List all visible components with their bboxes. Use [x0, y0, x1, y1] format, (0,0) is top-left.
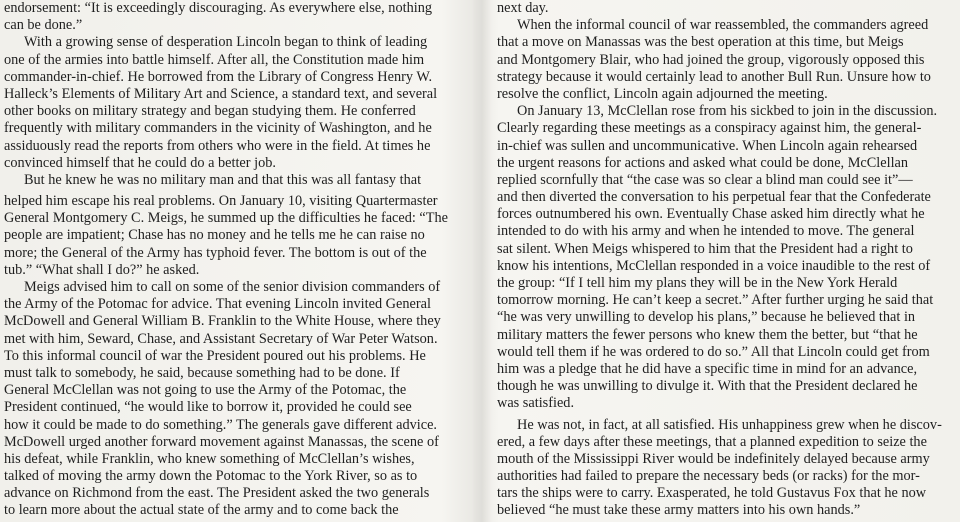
text-line: “he was very unwilling to develop his plans,” because he believed that in — [497, 309, 916, 326]
text-line: him was a pledge that he did have a specific time in mind for an advance, — [497, 360, 918, 377]
text-line: strategy because it would certainly lead to another Bull Run. Unsure how to — [497, 68, 931, 85]
text-line: and Montgomery Blair, who had joined the group, vigorously opposed this — [497, 51, 925, 68]
text-line: military matters the fewer persons who knew them the better, but “that he — [497, 326, 918, 343]
left-text-column — [4, 0, 466, 520]
text-line: endorsement: “It is exceedingly discouraging. As everywhere else, nothing — [4, 0, 432, 16]
text-line: can be done.” — [4, 17, 83, 34]
text-line: helped him escape his real problems. On January 10, visiting Quartermaster — [4, 193, 438, 210]
text-line: General McClellan was not going to use the Army of the Potomac, the — [4, 382, 407, 399]
text-line: President continued, “he would like to borrow it, provided he could see — [4, 399, 412, 416]
text-line: convinced himself that he could do a better job. — [4, 154, 276, 171]
text-line: replied scornfully that “the case was so clear a blind man could see it”— — [497, 171, 913, 188]
text-line: people are impatient; Chase has no money and he tells me he can raise no — [4, 227, 425, 244]
text-line: To this informal council of war the President poured out his problems. He — [4, 347, 426, 364]
text-line: forces outnumbered his own. Eventually Chase asked him directly what he — [497, 206, 925, 223]
text-line: intended to do with his army and when he intended to move. The general — [497, 223, 915, 240]
text-line: that a move on Manassas was the best operation at this time, but Meigs — [497, 34, 904, 51]
text-line: Clearly regarding these meetings as a conspiracy against him, the general- — [497, 120, 922, 137]
text-line: mouth of the Mississippi River would be indefinitely delayed because army — [497, 450, 930, 467]
paragraph-start-line: On January 13, McClellan rose from his sickbed to join in the discussion. — [517, 103, 938, 120]
text-line: sat silent. When Meigs whispered to him that the President had a right to — [497, 240, 913, 257]
text-line: tomorrow morning. He can’t keep a secret.” After further urging he said that — [497, 292, 934, 309]
text-line: in-chief was sullen and uncommunicative. When Lincoln again rehearsed — [497, 137, 918, 154]
text-line: tub.” “What shall I do?” he asked. — [4, 261, 200, 278]
right-text-column — [497, 0, 953, 520]
paragraph-start-line: He was not, in fact, at all satisfied. His unhappiness grew when he discov- — [517, 416, 942, 433]
text-line: the urgent reasons for actions and asked what could be done, McClellan — [497, 154, 909, 171]
text-line: advance on Richmond from the east. The President asked the two generals — [4, 485, 430, 502]
text-line: more; the General of the Army has typhoid fever. The bottom is out of the — [4, 244, 427, 261]
text-line: to learn more about the actual state of the army and to come back the — [4, 502, 399, 519]
text-line: General Montgomery C. Meigs, he summed up the difficulties he faced: “The — [4, 210, 449, 227]
text-line: McDowell urged another forward movement against Manassas, the scene of — [4, 433, 439, 450]
text-line: believed “he must take these army matters into his own hands.” — [497, 502, 861, 519]
text-line: must talk to somebody, he said, because something had to be done. If — [4, 364, 400, 381]
text-line: Halleck’s Elements of Military Art and Science, a standard text, and several — [4, 85, 438, 102]
text-line: the Army of the Potomac for advice. That evening Lincoln invited General — [4, 296, 431, 313]
text-line: met with him, Seward, Chase, and Assistant Secretary of War Peter Watson. — [4, 330, 438, 347]
text-line: one of the armies into battle himself. After all, the Constitution made him — [4, 51, 425, 68]
text-line: and then diverted the conversation to his perpetual fear that the Confederate — [497, 189, 931, 206]
text-line: know his intentions, McClellan responded in a voice inaudible to the rest of — [497, 257, 931, 274]
text-line: next day. — [497, 0, 549, 16]
text-line: McDowell and General William B. Franklin to the White House, where they — [4, 313, 441, 330]
text-line: would tell them if he was ordered to do so.” All that Lincoln could get from — [497, 343, 930, 360]
text-line: the group: “If I tell him my plans they will be in the New York Herald — [497, 275, 898, 291]
paragraph-start-line: But he knew he was no military man and that this was all fantasy that — [24, 171, 422, 188]
text-line: how it could be made to do something.” The generals gave different advice. — [4, 416, 438, 433]
text-line: was satisfied. — [497, 395, 575, 412]
text-line: talked of moving the army down the Potomac to the York River, so as to — [4, 468, 418, 485]
page-gutter — [472, 0, 492, 522]
text-line: commander-in-chief. He borrowed from the Library of Congress Henry W. — [4, 68, 433, 85]
text-line: his defeat, while Franklin, who knew something of McClellan’s wishes, — [4, 450, 415, 467]
paragraph-start-line: Meigs advised him to call on some of the senior division commanders of — [24, 279, 441, 295]
text-line: frequently with military commanders in the vicinity of Washington, and he — [4, 120, 432, 137]
text-line: assiduously read the reports from others who were in the field. At times he — [4, 137, 431, 154]
text-line: other books on military strategy and began studying them. He conferred — [4, 103, 416, 120]
text-line: ered, a few days after these meetings, that a planned expedition to seize the — [497, 433, 927, 450]
text-line: authorities had failed to prepare the necessary beds (or racks) for the mor- — [497, 468, 920, 485]
paragraph-start-line: When the informal council of war reassembled, the commanders agreed — [517, 17, 929, 34]
text-line: tars the ships were to carry. Exasperated, he told Gustavus Fox that he now — [497, 485, 927, 502]
text-line: resolve the conflict, Lincoln again adjourned the meeting. — [497, 85, 828, 102]
paragraph-start-line: With a growing sense of desperation Lincoln began to think of leading — [24, 34, 428, 51]
text-line: though he was unwilling to divulge it. With that the President declared he — [497, 378, 918, 395]
